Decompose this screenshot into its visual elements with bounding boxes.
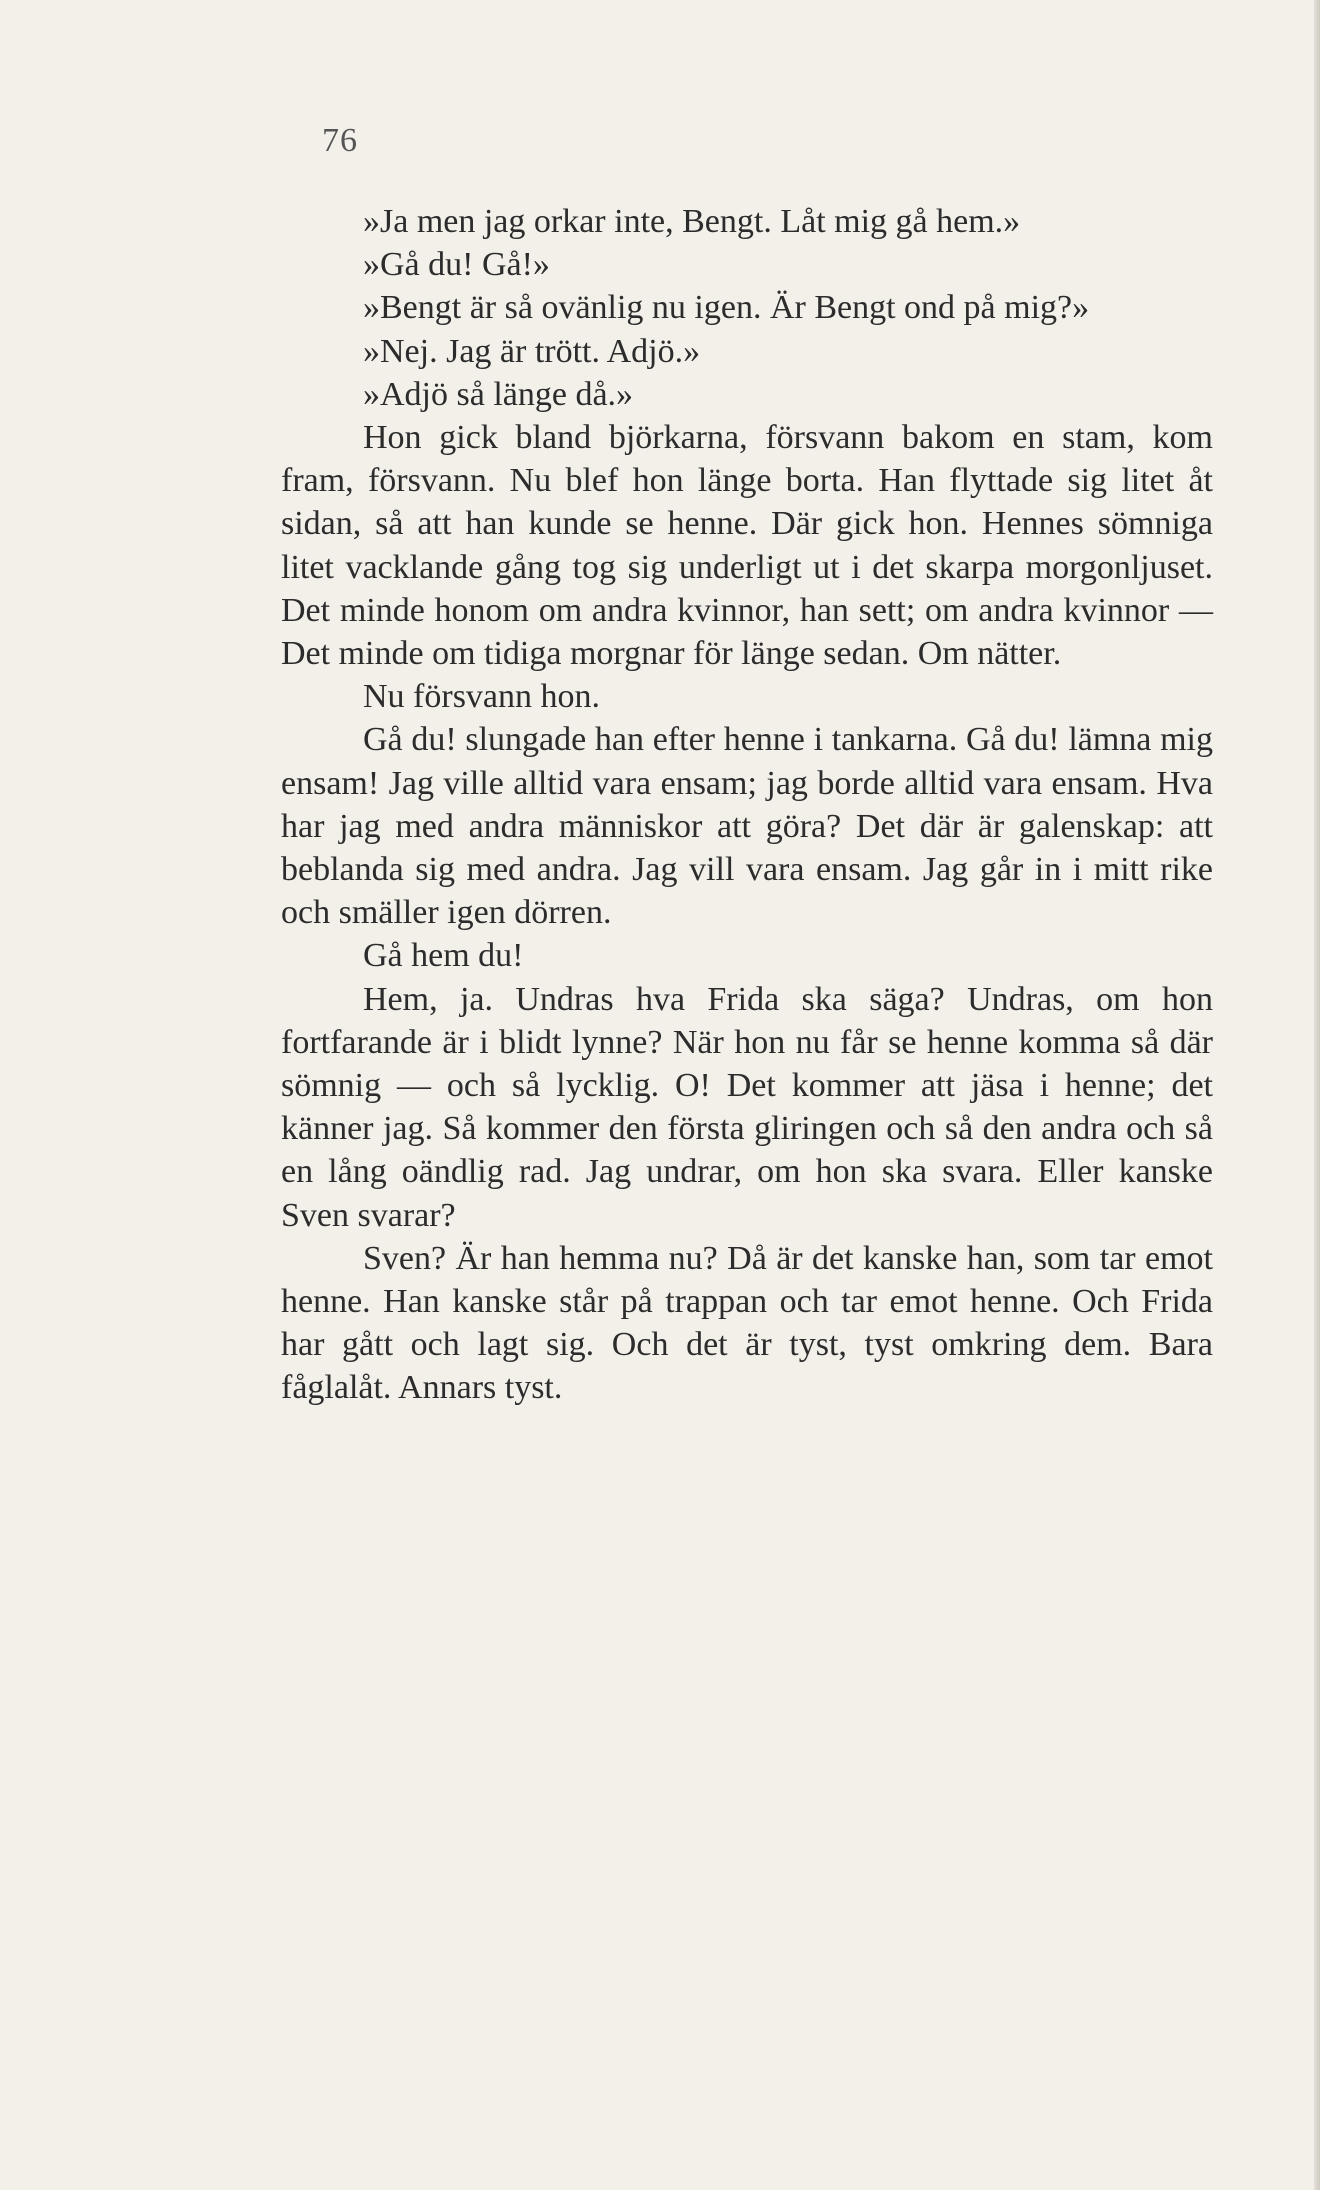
paragraph: »Nej. Jag är trött. Adjö.» bbox=[363, 332, 701, 370]
page-edge bbox=[1314, 0, 1320, 2190]
paragraph: Hon gick bland björkarna, försvann bakom en stam, kom fram, försvann. Nu blef hon länge borta. Han flyttade sig litet åt sidan, så att han kunde se henne. Där gick hon. Hennes sömniga litet vacklande gång tog sig underligt ut i det skarpa morgonljuset. Det minde honom om andra kvinnor, han sett; om andra kvinnor — Det minde om tidiga morgnar för länge sedan. Om nätter. bbox=[281, 419, 1213, 673]
page-number: 76 bbox=[322, 122, 358, 159]
paragraph: Gå du! slungade han efter henne i tankarna. Gå du! lämna mig ensam! Jag ville alltid vara ensam; jag borde alltid vara ensam. Hva har jag med andra människor att göra? Det där är galenskap: att beblanda sig med andra. Jag vill vara ensam. Jag går in i mitt rike och smäller igen dörren. bbox=[281, 721, 1213, 932]
paragraph: Gå hem du! bbox=[363, 937, 524, 975]
paragraph: Hem, ja. Undras hva Frida ska säga? Undras, om hon fortfarande är i blidt lynne? När hon nu får se henne komma så där sömnig — och så lycklig. O! Det kommer att jäsa i henne; det känner jag. Så kommer den första gliringen och så den andra och så en lång oändlig rad. Jag undrar, om hon ska svara. Eller kanske Sven svarar? bbox=[281, 980, 1213, 1234]
body-text bbox=[281, 200, 1213, 1410]
paragraph: Sven? Är han hemma nu? Då är det kanske han, som tar emot henne. Han kanske står på trappan och tar emot henne. Och Frida har gått och lagt sig. Och det är tyst, tyst omkring dem. Bara fåglalåt. Annars tyst. bbox=[281, 1239, 1213, 1407]
paragraph: »Ja men jag orkar inte, Bengt. Låt mig gå hem.» bbox=[363, 203, 1021, 240]
paragraph: »Bengt är så ovänlig nu igen. Är Bengt ond på mig?» bbox=[363, 289, 1090, 327]
paragraph: »Gå du! Gå!» bbox=[363, 246, 550, 284]
paragraph: »Adjö så länge då.» bbox=[363, 375, 634, 413]
paragraph: Nu försvann hon. bbox=[363, 678, 601, 716]
